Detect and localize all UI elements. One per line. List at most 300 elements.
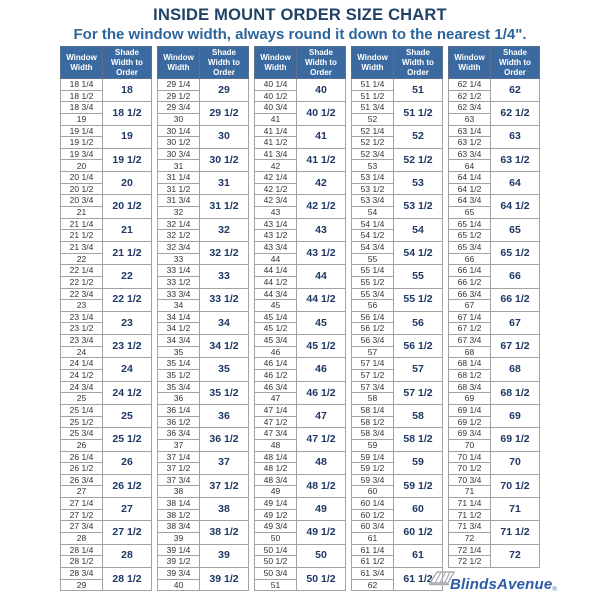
shade-width-cell: 67 [491,311,540,334]
brand-name: BlindsAvenue [450,576,553,593]
window-width-cell: 33 1/2 [158,276,200,288]
shade-width-cell: 64 [491,172,540,195]
window-width-cell: 52 3/4 [352,148,394,160]
window-width-cell: 36 3/4 [158,428,200,440]
window-width-cell: 44 3/4 [255,288,297,300]
shade-width-cell: 62 1/2 [491,102,540,125]
window-width-cell: 48 1/2 [255,463,297,475]
order-size-column-4 [351,46,443,591]
window-width-cell: 48 3/4 [255,474,297,486]
window-width-cell: 23 1/2 [61,323,103,335]
shade-width-header: Shade Width to Order [200,47,249,79]
window-width-cell: 72 [449,532,491,544]
window-width-cell: 62 [352,579,394,591]
shade-width-cell: 31 1/2 [200,195,249,218]
window-width-cell: 47 [255,393,297,405]
window-width-cell: 24 1/4 [61,358,103,370]
shade-width-cell: 29 [200,79,249,102]
window-width-cell: 56 1/2 [352,323,394,335]
window-width-cell: 31 3/4 [158,195,200,207]
shade-width-cell: 30 [200,125,249,148]
shade-width-cell: 60 1/2 [394,521,443,544]
shade-width-cell: 71 [491,498,540,521]
window-width-cell: 64 3/4 [449,195,491,207]
order-size-column-1 [60,46,152,591]
window-width-cell: 46 [255,346,297,358]
window-width-cell: 23 1/4 [61,311,103,323]
window-width-header: Window Width [352,47,394,79]
shade-width-header: Shade Width to Order [394,47,443,79]
window-width-cell: 52 1/4 [352,125,394,137]
window-width-cell: 65 1/2 [449,230,491,242]
shade-width-cell: 50 1/2 [297,567,346,590]
window-width-cell: 60 3/4 [352,521,394,533]
shade-width-cell: 26 [103,451,152,474]
registered-mark: ® [552,587,557,593]
window-width-cell: 64 1/4 [449,172,491,184]
window-width-cell: 34 1/2 [158,323,200,335]
shade-width-cell: 46 [297,358,346,381]
window-width-cell: 21 3/4 [61,241,103,253]
window-width-cell: 38 3/4 [158,521,200,533]
window-width-cell: 48 [255,439,297,451]
window-width-cell: 59 3/4 [352,474,394,486]
shade-width-cell: 22 1/2 [103,288,152,311]
shade-width-cell: 44 [297,265,346,288]
window-width-cell: 55 3/4 [352,288,394,300]
size-chart-table [0,46,600,591]
shade-width-cell: 57 1/2 [394,381,443,404]
window-width-cell: 29 1/4 [158,79,200,91]
window-width-cell: 39 3/4 [158,567,200,579]
shade-width-cell: 23 [103,311,152,334]
window-width-cell: 51 1/4 [352,79,394,91]
shade-width-cell: 66 1/2 [491,288,540,311]
window-width-cell: 66 1/2 [449,276,491,288]
window-width-cell: 43 1/4 [255,218,297,230]
window-width-cell: 18 1/4 [61,79,103,91]
shade-width-cell: 37 [200,451,249,474]
shade-width-cell: 36 1/2 [200,428,249,451]
shade-width-cell: 54 [394,218,443,241]
shade-width-cell: 21 1/2 [103,241,152,264]
shade-width-cell: 54 1/2 [394,241,443,264]
window-width-cell: 65 1/4 [449,218,491,230]
window-width-cell: 72 1/4 [449,544,491,556]
shade-width-cell: 44 1/2 [297,288,346,311]
window-width-cell: 55 1/2 [352,276,394,288]
shade-width-cell: 56 [394,311,443,334]
window-width-cell: 34 1/4 [158,311,200,323]
shade-width-cell: 21 [103,218,152,241]
window-width-header: Window Width [61,47,103,79]
shade-width-cell: 19 1/2 [103,148,152,171]
window-width-header: Window Width [255,47,297,79]
window-width-cell: 64 [449,160,491,172]
window-width-cell: 42 3/4 [255,195,297,207]
window-width-cell: 42 1/4 [255,172,297,184]
window-width-cell: 45 1/2 [255,323,297,335]
window-width-cell: 28 3/4 [61,567,103,579]
window-width-cell: 59 1/2 [352,463,394,475]
shade-width-cell: 61 1/2 [394,567,443,590]
window-width-cell: 47 1/4 [255,404,297,416]
window-width-cell: 61 [352,532,394,544]
shade-width-cell: 45 [297,311,346,334]
window-width-cell: 51 3/4 [352,102,394,114]
shade-width-cell: 34 1/2 [200,335,249,358]
window-width-cell: 28 1/2 [61,556,103,568]
window-width-cell: 35 [158,346,200,358]
shade-width-cell: 33 1/2 [200,288,249,311]
shade-width-cell: 69 [491,404,540,427]
window-width-cell: 19 [61,113,103,125]
window-width-cell: 69 [449,393,491,405]
window-width-cell: 21 [61,207,103,219]
window-width-cell: 25 3/4 [61,428,103,440]
window-width-cell: 67 1/4 [449,311,491,323]
window-width-cell: 60 1/2 [352,509,394,521]
shade-width-cell: 24 [103,358,152,381]
window-width-cell: 27 1/2 [61,509,103,521]
window-width-cell: 26 1/4 [61,451,103,463]
window-width-cell: 28 1/4 [61,544,103,556]
shade-width-cell: 72 [491,544,540,567]
window-width-cell: 57 3/4 [352,381,394,393]
shade-width-cell: 43 [297,218,346,241]
shade-width-cell: 47 1/2 [297,428,346,451]
window-width-cell: 26 3/4 [61,474,103,486]
shade-width-cell: 39 [200,544,249,567]
window-width-cell: 23 3/4 [61,335,103,347]
window-width-cell: 29 [61,579,103,591]
window-width-cell: 36 [158,393,200,405]
window-width-cell: 33 1/4 [158,265,200,277]
window-width-cell: 29 1/2 [158,90,200,102]
shade-width-cell: 59 [394,451,443,474]
window-width-cell: 37 1/2 [158,463,200,475]
shade-width-cell: 27 [103,498,152,521]
window-width-cell: 58 1/4 [352,404,394,416]
shade-width-cell: 26 1/2 [103,474,152,497]
window-width-cell: 57 [352,346,394,358]
shade-width-cell: 52 [394,125,443,148]
shade-width-cell: 24 1/2 [103,381,152,404]
window-width-cell: 51 [255,579,297,591]
shade-width-cell: 40 [297,79,346,102]
window-width-cell: 22 [61,253,103,265]
window-width-cell: 68 3/4 [449,381,491,393]
shade-width-cell: 70 [491,451,540,474]
window-width-cell: 19 1/4 [61,125,103,137]
window-width-cell: 70 [449,439,491,451]
window-width-cell: 70 3/4 [449,474,491,486]
window-width-cell: 63 [449,113,491,125]
shade-width-header: Shade Width to Order [103,47,152,79]
shade-width-cell: 61 [394,544,443,567]
shade-width-cell: 31 [200,172,249,195]
shade-width-header: Shade Width to Order [491,47,540,79]
window-width-cell: 56 3/4 [352,335,394,347]
shade-width-cell: 39 1/2 [200,567,249,590]
window-width-cell: 61 1/2 [352,556,394,568]
window-width-cell: 62 3/4 [449,102,491,114]
window-width-cell: 35 1/2 [158,370,200,382]
window-width-cell: 52 [352,113,394,125]
window-width-cell: 22 1/2 [61,276,103,288]
window-width-cell: 36 1/2 [158,416,200,428]
window-width-cell: 67 1/2 [449,323,491,335]
window-width-cell: 41 1/4 [255,125,297,137]
window-width-cell: 45 3/4 [255,335,297,347]
window-width-cell: 68 1/2 [449,370,491,382]
window-width-cell: 32 [158,207,200,219]
window-width-cell: 70 1/2 [449,463,491,475]
window-width-cell: 58 1/2 [352,416,394,428]
shade-width-cell: 64 1/2 [491,195,540,218]
order-size-column-2 [157,46,249,591]
window-width-cell: 41 1/2 [255,137,297,149]
order-size-column-3 [254,46,346,591]
window-width-cell: 29 3/4 [158,102,200,114]
window-width-cell: 51 1/2 [352,90,394,102]
shade-width-cell: 32 1/2 [200,241,249,264]
window-width-cell: 53 3/4 [352,195,394,207]
shade-width-cell: 57 [394,358,443,381]
window-width-cell: 27 [61,486,103,498]
window-width-cell: 70 1/4 [449,451,491,463]
window-width-cell: 19 1/2 [61,137,103,149]
window-width-cell: 34 [158,300,200,312]
window-width-cell: 28 [61,532,103,544]
window-width-cell: 59 [352,439,394,451]
window-width-cell: 20 3/4 [61,195,103,207]
window-width-cell: 30 1/4 [158,125,200,137]
shade-width-cell: 20 [103,172,152,195]
window-width-cell: 60 1/4 [352,498,394,510]
shade-width-cell: 42 1/2 [297,195,346,218]
shade-width-cell: 18 [103,79,152,102]
window-width-cell: 55 [352,253,394,265]
window-width-cell: 65 3/4 [449,241,491,253]
window-width-cell: 18 3/4 [61,102,103,114]
window-width-cell: 54 1/4 [352,218,394,230]
window-width-cell: 24 [61,346,103,358]
shade-width-cell: 28 1/2 [103,567,152,590]
window-width-cell: 39 1/4 [158,544,200,556]
window-width-cell: 40 [158,579,200,591]
window-width-cell: 54 3/4 [352,241,394,253]
window-width-cell: 71 1/4 [449,498,491,510]
window-width-cell: 64 1/2 [449,183,491,195]
window-width-cell: 21 1/2 [61,230,103,242]
window-width-cell: 21 1/4 [61,218,103,230]
shade-width-cell: 66 [491,265,540,288]
order-size-column-5 [448,46,540,568]
window-width-cell: 50 [255,532,297,544]
window-width-cell: 39 [158,532,200,544]
window-width-cell: 44 1/4 [255,265,297,277]
window-width-cell: 20 [61,160,103,172]
shade-width-cell: 49 [297,498,346,521]
window-width-cell: 32 1/2 [158,230,200,242]
window-width-cell: 44 [255,253,297,265]
window-width-cell: 33 [158,253,200,265]
window-width-cell: 57 1/4 [352,358,394,370]
window-width-cell: 26 [61,439,103,451]
window-width-cell: 61 3/4 [352,567,394,579]
window-width-cell: 54 1/2 [352,230,394,242]
window-width-cell: 65 [449,207,491,219]
window-width-cell: 47 1/2 [255,416,297,428]
window-width-header: Window Width [158,47,200,79]
shade-width-cell: 36 [200,404,249,427]
shade-width-cell: 63 1/2 [491,148,540,171]
window-width-cell: 52 1/2 [352,137,394,149]
window-width-cell: 62 1/4 [449,79,491,91]
window-width-cell: 30 3/4 [158,148,200,160]
window-width-cell: 35 1/4 [158,358,200,370]
shade-width-cell: 68 [491,358,540,381]
shade-width-cell: 65 1/2 [491,241,540,264]
window-width-cell: 68 [449,346,491,358]
window-width-cell: 53 [352,160,394,172]
window-width-cell: 42 1/2 [255,183,297,195]
window-width-cell: 69 3/4 [449,428,491,440]
shade-width-cell: 46 1/2 [297,381,346,404]
window-width-cell: 34 3/4 [158,335,200,347]
shade-width-cell: 55 [394,265,443,288]
window-width-cell: 48 1/4 [255,451,297,463]
window-width-cell: 25 [61,393,103,405]
shade-width-cell: 68 1/2 [491,381,540,404]
window-width-cell: 36 1/4 [158,404,200,416]
window-width-cell: 23 [61,300,103,312]
shade-width-cell: 20 1/2 [103,195,152,218]
window-width-cell: 53 1/4 [352,172,394,184]
shade-width-cell: 34 [200,311,249,334]
shade-width-cell: 38 [200,498,249,521]
window-width-cell: 42 [255,160,297,172]
shade-width-cell: 51 [394,79,443,102]
shade-width-cell: 33 [200,265,249,288]
window-width-cell: 49 [255,486,297,498]
window-width-cell: 57 1/2 [352,370,394,382]
window-width-cell: 49 3/4 [255,521,297,533]
window-width-cell: 25 1/2 [61,416,103,428]
shade-width-cell: 58 1/2 [394,428,443,451]
window-width-header: Window Width [449,47,491,79]
window-width-cell: 68 1/4 [449,358,491,370]
window-width-cell: 71 [449,486,491,498]
shade-width-cell: 48 [297,451,346,474]
shade-width-cell: 70 1/2 [491,474,540,497]
window-width-cell: 71 3/4 [449,521,491,533]
window-width-cell: 61 1/4 [352,544,394,556]
window-width-cell: 37 [158,439,200,451]
shade-width-cell: 48 1/2 [297,474,346,497]
shade-width-cell: 59 1/2 [394,474,443,497]
window-width-cell: 24 3/4 [61,381,103,393]
shade-width-cell: 65 [491,218,540,241]
window-width-cell: 63 1/4 [449,125,491,137]
window-width-cell: 33 3/4 [158,288,200,300]
window-width-cell: 40 3/4 [255,102,297,114]
window-width-cell: 22 3/4 [61,288,103,300]
shade-width-cell: 43 1/2 [297,241,346,264]
shade-width-cell: 23 1/2 [103,335,152,358]
window-width-cell: 46 1/2 [255,370,297,382]
window-width-cell: 69 1/4 [449,404,491,416]
window-width-cell: 22 1/4 [61,265,103,277]
window-width-cell: 31 1/2 [158,183,200,195]
shade-width-cell: 67 1/2 [491,335,540,358]
shade-width-cell: 37 1/2 [200,474,249,497]
window-width-cell: 54 [352,207,394,219]
window-width-cell: 49 1/2 [255,509,297,521]
window-width-cell: 31 1/4 [158,172,200,184]
shade-width-cell: 28 [103,544,152,567]
window-width-cell: 20 1/4 [61,172,103,184]
shade-width-cell: 50 [297,544,346,567]
window-width-cell: 39 1/2 [158,556,200,568]
window-width-cell: 66 [449,253,491,265]
window-width-cell: 45 [255,300,297,312]
window-width-cell: 71 1/2 [449,509,491,521]
shade-width-cell: 49 1/2 [297,521,346,544]
window-width-cell: 19 3/4 [61,148,103,160]
window-width-cell: 30 [158,113,200,125]
shade-width-cell: 35 [200,358,249,381]
window-width-cell: 41 3/4 [255,148,297,160]
window-width-cell: 50 1/2 [255,556,297,568]
shade-width-cell: 41 [297,125,346,148]
window-width-cell: 25 1/4 [61,404,103,416]
window-width-cell: 49 1/4 [255,498,297,510]
shade-width-cell: 41 1/2 [297,148,346,171]
window-width-cell: 69 1/2 [449,416,491,428]
window-width-cell: 40 1/4 [255,79,297,91]
shade-width-cell: 71 1/2 [491,521,540,544]
window-width-cell: 63 3/4 [449,148,491,160]
shade-width-cell: 69 1/2 [491,428,540,451]
window-width-cell: 37 3/4 [158,474,200,486]
window-width-cell: 62 1/2 [449,90,491,102]
window-width-cell: 67 3/4 [449,335,491,347]
shade-width-cell: 29 1/2 [200,102,249,125]
page-title: INSIDE MOUNT ORDER SIZE CHART [153,6,447,24]
shade-width-cell: 45 1/2 [297,335,346,358]
shade-width-cell: 62 [491,79,540,102]
shade-width-cell: 47 [297,404,346,427]
window-width-cell: 24 1/2 [61,370,103,382]
window-width-cell: 32 3/4 [158,241,200,253]
window-width-cell: 18 1/2 [61,90,103,102]
window-width-cell: 43 1/2 [255,230,297,242]
shade-width-cell: 25 1/2 [103,428,152,451]
window-width-cell: 58 [352,393,394,405]
shade-width-cell: 53 1/2 [394,195,443,218]
window-width-cell: 38 1/2 [158,509,200,521]
shade-width-cell: 38 1/2 [200,521,249,544]
shade-width-cell: 25 [103,404,152,427]
window-width-cell: 44 1/2 [255,276,297,288]
window-width-cell: 55 1/4 [352,265,394,277]
window-width-cell: 60 [352,486,394,498]
shade-width-cell: 35 1/2 [200,381,249,404]
window-width-cell: 53 1/2 [352,183,394,195]
window-width-cell: 26 1/2 [61,463,103,475]
